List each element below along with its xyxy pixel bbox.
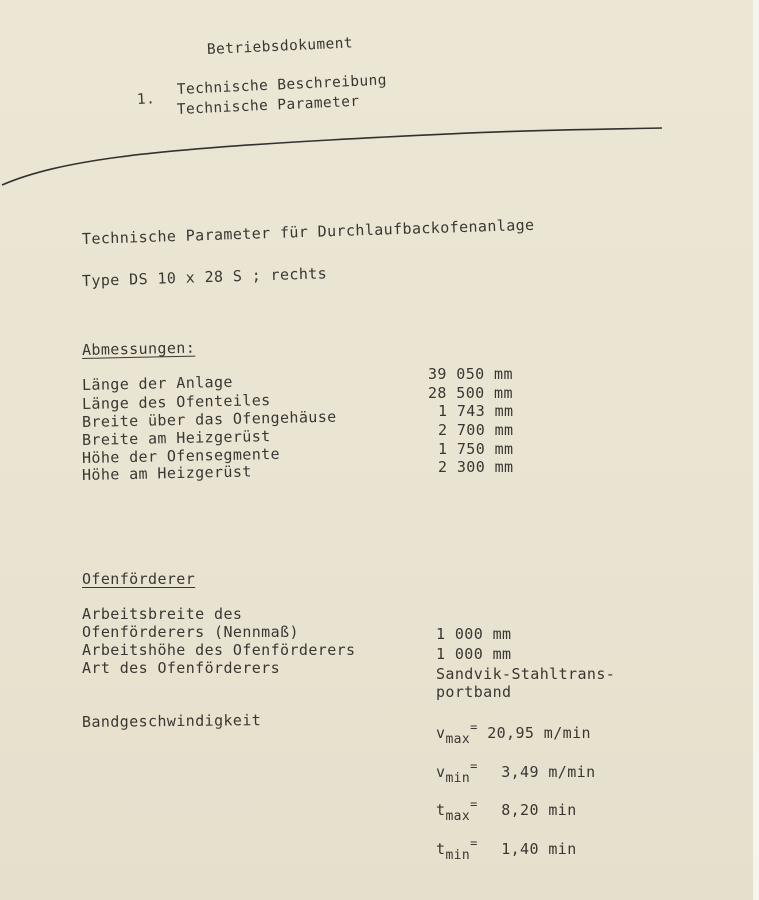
art-label: Art des Ofenförderers	[82, 659, 281, 677]
dim-row-value: 2 300 mm	[438, 458, 514, 476]
speed-sub: max	[445, 732, 471, 747]
speed-row: $v_{max}^=$ 20,95 m/min	[436, 720, 591, 747]
speed-value: 8,20 min	[501, 801, 577, 819]
speed-value: 20,95 m/min	[487, 724, 591, 742]
bandgeschwindigkeit-label: Bandgeschwindigkeit	[81, 711, 262, 731]
arbeitsbreite-line2: Ofenförderers (Nennmaß)	[82, 623, 299, 641]
art-value-2: portband	[436, 683, 512, 701]
speed-sub: max	[445, 809, 471, 824]
abmessungen-label: Abmessungen:	[81, 338, 196, 359]
doc-title: Betriebsdokument	[206, 35, 354, 58]
dim-row-name: Breite am Heizgerüst	[81, 427, 271, 449]
dim-row-value: 1 743 mm	[438, 402, 514, 420]
dim-row-value: 1 750 mm	[438, 440, 514, 458]
speed-row: $t_{min}^=$ 1,40 min	[436, 836, 577, 863]
dim-row-value: 39 050 mm	[428, 365, 513, 383]
speed-symbol: v	[436, 763, 446, 781]
section-number: 1.	[136, 91, 156, 108]
dim-row-name: Höhe der Ofensegmente	[81, 444, 281, 467]
speed-row: $t_{max}^=$ 8,20 min	[436, 797, 577, 824]
arbeitshoehe-label: Arbeitshöhe des Ofenförderers	[82, 641, 356, 659]
dim-row-value: 2 700 mm	[438, 421, 514, 439]
section-title-1: Technische Beschreibung	[176, 72, 388, 98]
speed-row: $v_{min}^=$ 3,49 m/min	[436, 759, 596, 786]
type-line: Type DS 10 x 28 S ; rechts	[81, 264, 328, 290]
speed-symbol: t	[436, 840, 446, 858]
speed-symbol: t	[436, 801, 446, 819]
page-edge	[753, 0, 759, 900]
ofenfoerderer-label: Ofenförderer	[82, 570, 196, 588]
dim-row-name: Länge des Ofenteiles	[81, 391, 271, 413]
section-title-2: Technische Parameter	[176, 93, 360, 118]
dim-row-name: Länge der Anlage	[81, 372, 234, 394]
dim-row-name: Breite über das Ofengehäuse	[81, 407, 337, 431]
arbeitshoehe-value: 1 000 mm	[436, 645, 512, 663]
speed-symbol: v	[436, 724, 446, 742]
dim-row-value: 28 500 mm	[428, 384, 513, 402]
main-heading: Technische Parameter für Durchlaufbackofenanlage	[81, 215, 535, 248]
speed-sub: min	[445, 848, 471, 863]
speed-sub: min	[445, 771, 471, 786]
speed-value: 3,49 m/min	[501, 763, 596, 781]
arbeitsbreite-line1: Arbeitsbreite des	[82, 605, 243, 623]
dim-row-name: Höhe am Heizgerüst	[81, 462, 252, 484]
header-rule	[0, 0, 759, 200]
arbeitsbreite-value: 1 000 mm	[436, 625, 512, 643]
art-value-1: Sandvik-Stahltrans-	[436, 665, 616, 683]
speed-value: 1,40 min	[501, 840, 577, 858]
